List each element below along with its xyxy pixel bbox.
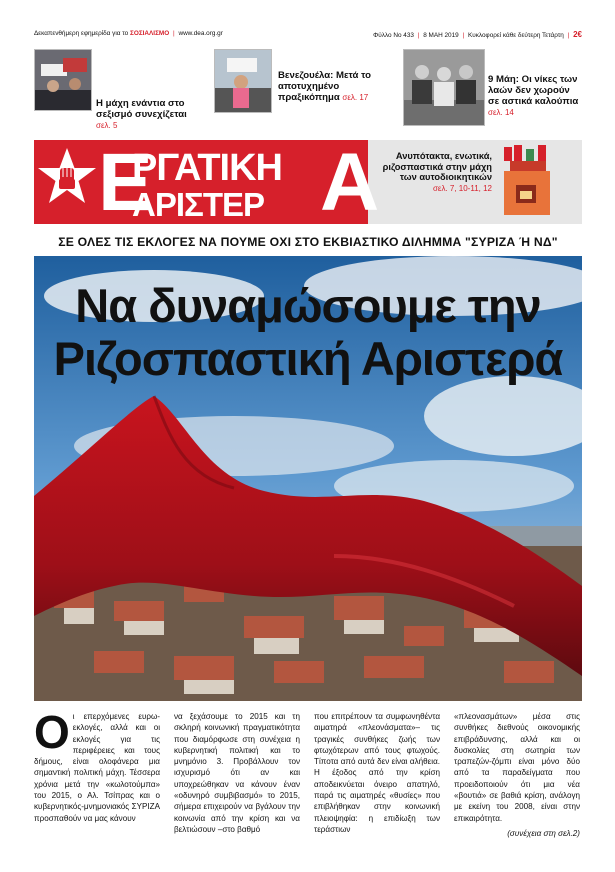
teaser-1-photo (34, 49, 92, 111)
article-column-3 (314, 711, 440, 835)
issue-number: Φύλλο Νο 433 (373, 32, 414, 39)
teaser-2-page: σελ. 17 (342, 93, 369, 102)
tagline-red: ΣΟΣΙΑΛΙΣΜΟ (130, 30, 170, 37)
masthead-teaser-text: Ανυπότακτα, ενωτικά, ριζοσπαστικά στην μάχη των αυτοδιοικητικών (382, 151, 492, 182)
article-column-2 (174, 711, 300, 835)
price: 2€ (573, 30, 582, 39)
teaser-3-title: 9 Μάη: Οι νίκες των λαών δεν χωρούν σε αστικά καλούπια (488, 74, 579, 107)
article-col-1-text: ι επερχόμενες ευρω-εκλογές, αλλά και οι εκλογές για τις περιφέρειες και τους δήμους, είναι ολοφάνερα μια σημαντική πολιτική μάχη. Τέσσερα χρόνια μετά την «κωλοτούμπα» του 2015, ο Αλ. Τσίπρας και ο κυβερνητικός-μνημονιακός ΣΥΡΙΖΑ προσπαθούν να μας κάνουν (34, 712, 160, 823)
continued-link[interactable]: (συνέχεια στη σελ.2) (507, 828, 580, 838)
cover-photo (34, 256, 582, 701)
article-col-2-text: να ξεχάσουμε το 2015 και τη σκληρή κοινωνική πραγματικότητα που διαμόρφωσε στη συνέχεια η κυβερνητική πολιτική και το μνημόνιο 3. Προβάλλουν τον ισχυρισμό ότι αν και υποχρεώθηκαν να κάνουν έναν «οδυνηρό συμβιβασμό» το 2015, σήμερα επιχειρούν να βγάλουν την κοινωνία από την κρίση και να βελτιώσουν –στο βαθμό (174, 712, 300, 834)
teaser-2[interactable] (278, 70, 378, 103)
teaser-2-photo (214, 49, 272, 113)
masthead-teaser[interactable] (372, 151, 492, 194)
star-fist-logo-icon (36, 146, 98, 213)
issue-date: 8 ΜΑΗ 2019 (423, 32, 459, 39)
teaser-3-page: σελ. 14 (488, 108, 514, 117)
logo-word-ergatiki: ΡΓΑΤΙΚΗ (132, 147, 282, 189)
drop-cap: Ο (34, 706, 70, 758)
logo-letter-a: Α (320, 137, 380, 228)
website[interactable]: www.dea.org.gr (178, 30, 223, 37)
article-column-4 (454, 711, 580, 839)
teaser-1[interactable] (96, 98, 201, 131)
logo-word-aristera: ΑΡΙΣΤΕΡ (132, 186, 264, 223)
article-col-3-text: που επιτρέπουν τα συμφωνηθέντα αιματηρά «πλεονάσματα»– τις τραγικές συνθήκες ζωής των φτωχότερων από τους φτωχούς. Τίποτα από αυτά δεν είναι αλήθεια. Η έξοδος από την κρίση αποδεικνύεται όνειρο απατηλό, παρά τις αιματηρές «θυσίες» που επιβλήθηκαν στην κοινωνική πλειοψηφία: η επιδίωξη των τεράστιων (314, 712, 440, 834)
masthead-teaser-pages: σελ. 7, 10-11, 12 (432, 183, 492, 193)
teaser-3[interactable] (488, 74, 582, 118)
election-banner: ΣΕ ΟΛΕΣ ΤΙΣ ΕΚΛΟΓΕΣ ΝΑ ΠΟΥΜΕ ΟΧΙ ΣΤΟ ΕΚΒΙΑΣΤΙΚΟ ΔΙΛΗΜΜΑ "ΣΥΡΙΖΑ Ή ΝΔ" (58, 235, 558, 249)
top-info-bar: Δεκαπενθήμερη εφημερίδα για το ΣΟΣΙΑΛΙΣΜΟ | www.dea.org.gr Φύλλο Νο 433 | 8 ΜΑΗ 2019 | Κυκλοφορεί κάθε δεύτερη Τετάρτη | 2€ (34, 30, 582, 39)
article-col-4-text: «πλεονασμάτων» μέσα στις συνθήκες διεθνούς οικονομικής επιβράδυνσης, αλλά και οι δυσκολίες στη σωτηρία των τραπεζών-ζόμπι είναι μόνο δύο από τα παραδείγματα που προειδοποιούν ότι μια νέα «βουτιά» σε βαθιά κρίση, ανάλογη με εκείνη του 2008, είναι στην επικαιρότητα. (454, 712, 580, 823)
headline-line-2: Ριζοσπαστική Αριστερά (53, 332, 563, 385)
teaser-2-title: Βενεζουέλα: Μετά το αποτυχημένο πραξικόπημα (278, 70, 371, 103)
schedule: Κυκλοφορεί κάθε δεύτερη Τετάρτη (467, 32, 564, 39)
article-column-1 (34, 706, 160, 824)
teaser-1-page: σελ. 5 (96, 121, 118, 130)
ballot-box-illustration-icon (500, 145, 556, 226)
teaser-1-title: Η μάχη ενάντια στο σεξισμό συνεχίζεται (96, 98, 187, 120)
tagline: Δεκαπενθήμερη εφημερίδα για το (34, 30, 129, 37)
headline-line-1: Να δυναμώσουμε την (75, 279, 541, 332)
teaser-3-photo (403, 49, 485, 126)
logo-letter-e: Ε (98, 137, 153, 228)
